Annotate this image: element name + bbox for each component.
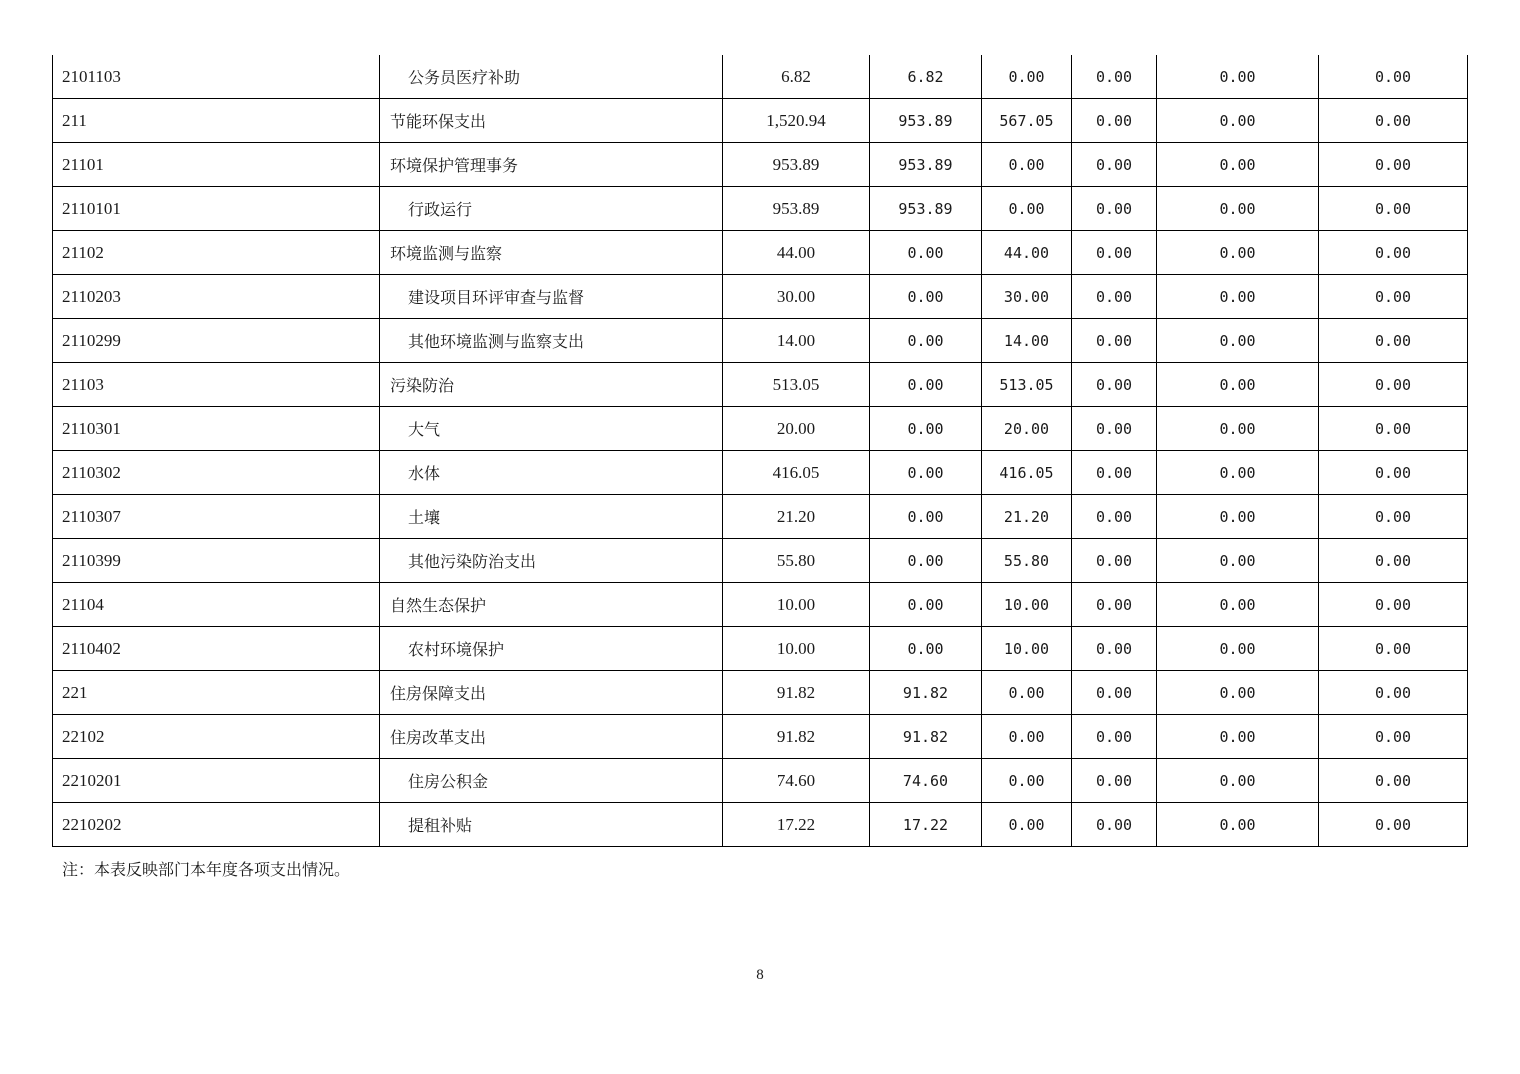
- subject-code-cell: 2110203: [53, 275, 380, 319]
- amount-cell: 0.00: [1157, 55, 1319, 99]
- subject-code-cell: 21102: [53, 231, 380, 275]
- amount-cell: 0.00: [870, 539, 982, 583]
- amount-cell: 953.89: [723, 143, 870, 187]
- amount-cell: 0.00: [1319, 715, 1468, 759]
- amount-cell: 0.00: [1319, 495, 1468, 539]
- subject-code-cell: 2110399: [53, 539, 380, 583]
- table-row: [53, 319, 1468, 363]
- amount-cell: 74.60: [723, 759, 870, 803]
- subject-code-cell: 21103: [53, 363, 380, 407]
- amount-cell: 0.00: [1072, 55, 1157, 99]
- subject-name-cell: 其他污染防治支出: [380, 539, 723, 583]
- amount-cell: 0.00: [1319, 143, 1468, 187]
- amount-cell: 0.00: [1319, 539, 1468, 583]
- amount-cell: 0.00: [982, 55, 1072, 99]
- amount-cell: 0.00: [982, 187, 1072, 231]
- amount-cell: 0.00: [870, 319, 982, 363]
- amount-cell: 0.00: [1157, 275, 1319, 319]
- subject-name-cell: 环境保护管理事务: [380, 143, 723, 187]
- amount-cell: 0.00: [1072, 715, 1157, 759]
- amount-cell: 0.00: [982, 143, 1072, 187]
- subject-code-cell: 2110299: [53, 319, 380, 363]
- amount-cell: 0.00: [1072, 99, 1157, 143]
- amount-cell: 0.00: [870, 231, 982, 275]
- amount-cell: 0.00: [1319, 363, 1468, 407]
- amount-cell: 953.89: [870, 143, 982, 187]
- amount-cell: 20.00: [982, 407, 1072, 451]
- amount-cell: 0.00: [870, 451, 982, 495]
- amount-cell: 0.00: [1157, 583, 1319, 627]
- amount-cell: 91.82: [870, 671, 982, 715]
- subject-name-cell: 自然生态保护: [380, 583, 723, 627]
- table-row: [53, 583, 1468, 627]
- amount-cell: 0.00: [1072, 187, 1157, 231]
- amount-cell: 10.00: [723, 583, 870, 627]
- amount-cell: 10.00: [982, 627, 1072, 671]
- amount-cell: 0.00: [1072, 231, 1157, 275]
- amount-cell: 0.00: [1157, 187, 1319, 231]
- amount-cell: 0.00: [1319, 627, 1468, 671]
- amount-cell: 0.00: [1319, 99, 1468, 143]
- subject-code-cell: 2110101: [53, 187, 380, 231]
- amount-cell: 567.05: [982, 99, 1072, 143]
- amount-cell: 0.00: [1157, 99, 1319, 143]
- amount-cell: 0.00: [1157, 627, 1319, 671]
- amount-cell: 21.20: [982, 495, 1072, 539]
- amount-cell: 74.60: [870, 759, 982, 803]
- table-row: [53, 495, 1468, 539]
- subject-code-cell: 211: [53, 99, 380, 143]
- amount-cell: 6.82: [723, 55, 870, 99]
- amount-cell: 416.05: [723, 451, 870, 495]
- amount-cell: 0.00: [870, 495, 982, 539]
- amount-cell: 0.00: [870, 275, 982, 319]
- subject-name-cell: 住房改革支出: [380, 715, 723, 759]
- amount-cell: 55.80: [982, 539, 1072, 583]
- amount-cell: 0.00: [1157, 715, 1319, 759]
- table-row: [53, 55, 1468, 99]
- amount-cell: 0.00: [1072, 451, 1157, 495]
- table-row: [53, 671, 1468, 715]
- amount-cell: 44.00: [982, 231, 1072, 275]
- table-row: [53, 759, 1468, 803]
- amount-cell: 6.82: [870, 55, 982, 99]
- amount-cell: 0.00: [1157, 363, 1319, 407]
- table-row: [53, 407, 1468, 451]
- subject-name-cell: 大气: [380, 407, 723, 451]
- table-row: [53, 803, 1468, 847]
- amount-cell: 0.00: [1072, 583, 1157, 627]
- amount-cell: 953.89: [870, 187, 982, 231]
- amount-cell: 55.80: [723, 539, 870, 583]
- amount-cell: 0.00: [982, 715, 1072, 759]
- amount-cell: 953.89: [870, 99, 982, 143]
- subject-name-cell: 行政运行: [380, 187, 723, 231]
- amount-cell: 0.00: [1319, 451, 1468, 495]
- subject-code-cell: 2110302: [53, 451, 380, 495]
- amount-cell: 0.00: [1319, 407, 1468, 451]
- table-row: [53, 99, 1468, 143]
- subject-name-cell: 农村环境保护: [380, 627, 723, 671]
- table-row: [53, 715, 1468, 759]
- amount-cell: 0.00: [1319, 55, 1468, 99]
- subject-name-cell: 土壤: [380, 495, 723, 539]
- amount-cell: 0.00: [1157, 407, 1319, 451]
- amount-cell: 953.89: [723, 187, 870, 231]
- subject-name-cell: 污染防治: [380, 363, 723, 407]
- amount-cell: 0.00: [870, 363, 982, 407]
- amount-cell: 513.05: [982, 363, 1072, 407]
- amount-cell: 17.22: [723, 803, 870, 847]
- amount-cell: 513.05: [723, 363, 870, 407]
- amount-cell: 0.00: [1319, 671, 1468, 715]
- table-row: [53, 451, 1468, 495]
- amount-cell: 21.20: [723, 495, 870, 539]
- amount-cell: 416.05: [982, 451, 1072, 495]
- amount-cell: 0.00: [982, 759, 1072, 803]
- amount-cell: 0.00: [1319, 803, 1468, 847]
- amount-cell: 0.00: [1157, 539, 1319, 583]
- amount-cell: 0.00: [1157, 759, 1319, 803]
- subject-name-cell: 水体: [380, 451, 723, 495]
- subject-code-cell: 221: [53, 671, 380, 715]
- table-body: [53, 55, 1468, 847]
- amount-cell: 91.82: [723, 715, 870, 759]
- amount-cell: 30.00: [982, 275, 1072, 319]
- amount-cell: 1,520.94: [723, 99, 870, 143]
- table-row: [53, 187, 1468, 231]
- amount-cell: 0.00: [1072, 363, 1157, 407]
- amount-cell: 0.00: [1319, 759, 1468, 803]
- subject-name-cell: 其他环境监测与监察支出: [380, 319, 723, 363]
- subject-code-cell: 2101103: [53, 55, 380, 99]
- amount-cell: 0.00: [1157, 143, 1319, 187]
- table-row: [53, 275, 1468, 319]
- amount-cell: 0.00: [870, 627, 982, 671]
- amount-cell: 0.00: [1072, 407, 1157, 451]
- subject-code-cell: 2210201: [53, 759, 380, 803]
- amount-cell: 17.22: [870, 803, 982, 847]
- expenditure-table: [52, 55, 1468, 847]
- expenditure-table-container: [52, 55, 1467, 847]
- amount-cell: 0.00: [1319, 231, 1468, 275]
- amount-cell: 0.00: [1157, 495, 1319, 539]
- amount-cell: 30.00: [723, 275, 870, 319]
- table-row: [53, 627, 1468, 671]
- subject-name-cell: 住房公积金: [380, 759, 723, 803]
- subject-name-cell: 提租补贴: [380, 803, 723, 847]
- subject-code-cell: 2110307: [53, 495, 380, 539]
- amount-cell: 0.00: [1319, 187, 1468, 231]
- subject-code-cell: 21104: [53, 583, 380, 627]
- subject-name-cell: 节能环保支出: [380, 99, 723, 143]
- amount-cell: 0.00: [870, 407, 982, 451]
- amount-cell: 0.00: [1072, 803, 1157, 847]
- amount-cell: 0.00: [1072, 319, 1157, 363]
- amount-cell: 0.00: [1072, 539, 1157, 583]
- table-row: [53, 231, 1468, 275]
- amount-cell: 14.00: [982, 319, 1072, 363]
- amount-cell: 0.00: [1072, 627, 1157, 671]
- amount-cell: 91.82: [723, 671, 870, 715]
- amount-cell: 0.00: [982, 803, 1072, 847]
- subject-code-cell: 2110402: [53, 627, 380, 671]
- table-row: [53, 363, 1468, 407]
- amount-cell: 0.00: [1157, 231, 1319, 275]
- amount-cell: 0.00: [1319, 583, 1468, 627]
- subject-name-cell: 建设项目环评审查与监督: [380, 275, 723, 319]
- subject-code-cell: 2110301: [53, 407, 380, 451]
- amount-cell: 0.00: [1157, 451, 1319, 495]
- subject-code-cell: 2210202: [53, 803, 380, 847]
- amount-cell: 10.00: [723, 627, 870, 671]
- amount-cell: 0.00: [1072, 671, 1157, 715]
- amount-cell: 0.00: [1072, 759, 1157, 803]
- page-number: 8: [756, 967, 764, 983]
- subject-code-cell: 21101: [53, 143, 380, 187]
- subject-name-cell: 环境监测与监察: [380, 231, 723, 275]
- amount-cell: 0.00: [1072, 275, 1157, 319]
- amount-cell: 20.00: [723, 407, 870, 451]
- amount-cell: 0.00: [1072, 143, 1157, 187]
- subject-name-cell: 住房保障支出: [380, 671, 723, 715]
- amount-cell: 44.00: [723, 231, 870, 275]
- table-row: [53, 143, 1468, 187]
- amount-cell: 0.00: [1319, 275, 1468, 319]
- subject-name-cell: 公务员医疗补助: [380, 55, 723, 99]
- amount-cell: 0.00: [1157, 319, 1319, 363]
- amount-cell: 0.00: [1072, 495, 1157, 539]
- amount-cell: 0.00: [870, 583, 982, 627]
- amount-cell: 0.00: [1157, 803, 1319, 847]
- table-note: 注：本表反映部门本年度各项支出情况。: [62, 860, 351, 879]
- subject-code-cell: 22102: [53, 715, 380, 759]
- amount-cell: 0.00: [1157, 671, 1319, 715]
- table-row: [53, 539, 1468, 583]
- amount-cell: 0.00: [1319, 319, 1468, 363]
- amount-cell: 14.00: [723, 319, 870, 363]
- amount-cell: 91.82: [870, 715, 982, 759]
- amount-cell: 10.00: [982, 583, 1072, 627]
- amount-cell: 0.00: [982, 671, 1072, 715]
